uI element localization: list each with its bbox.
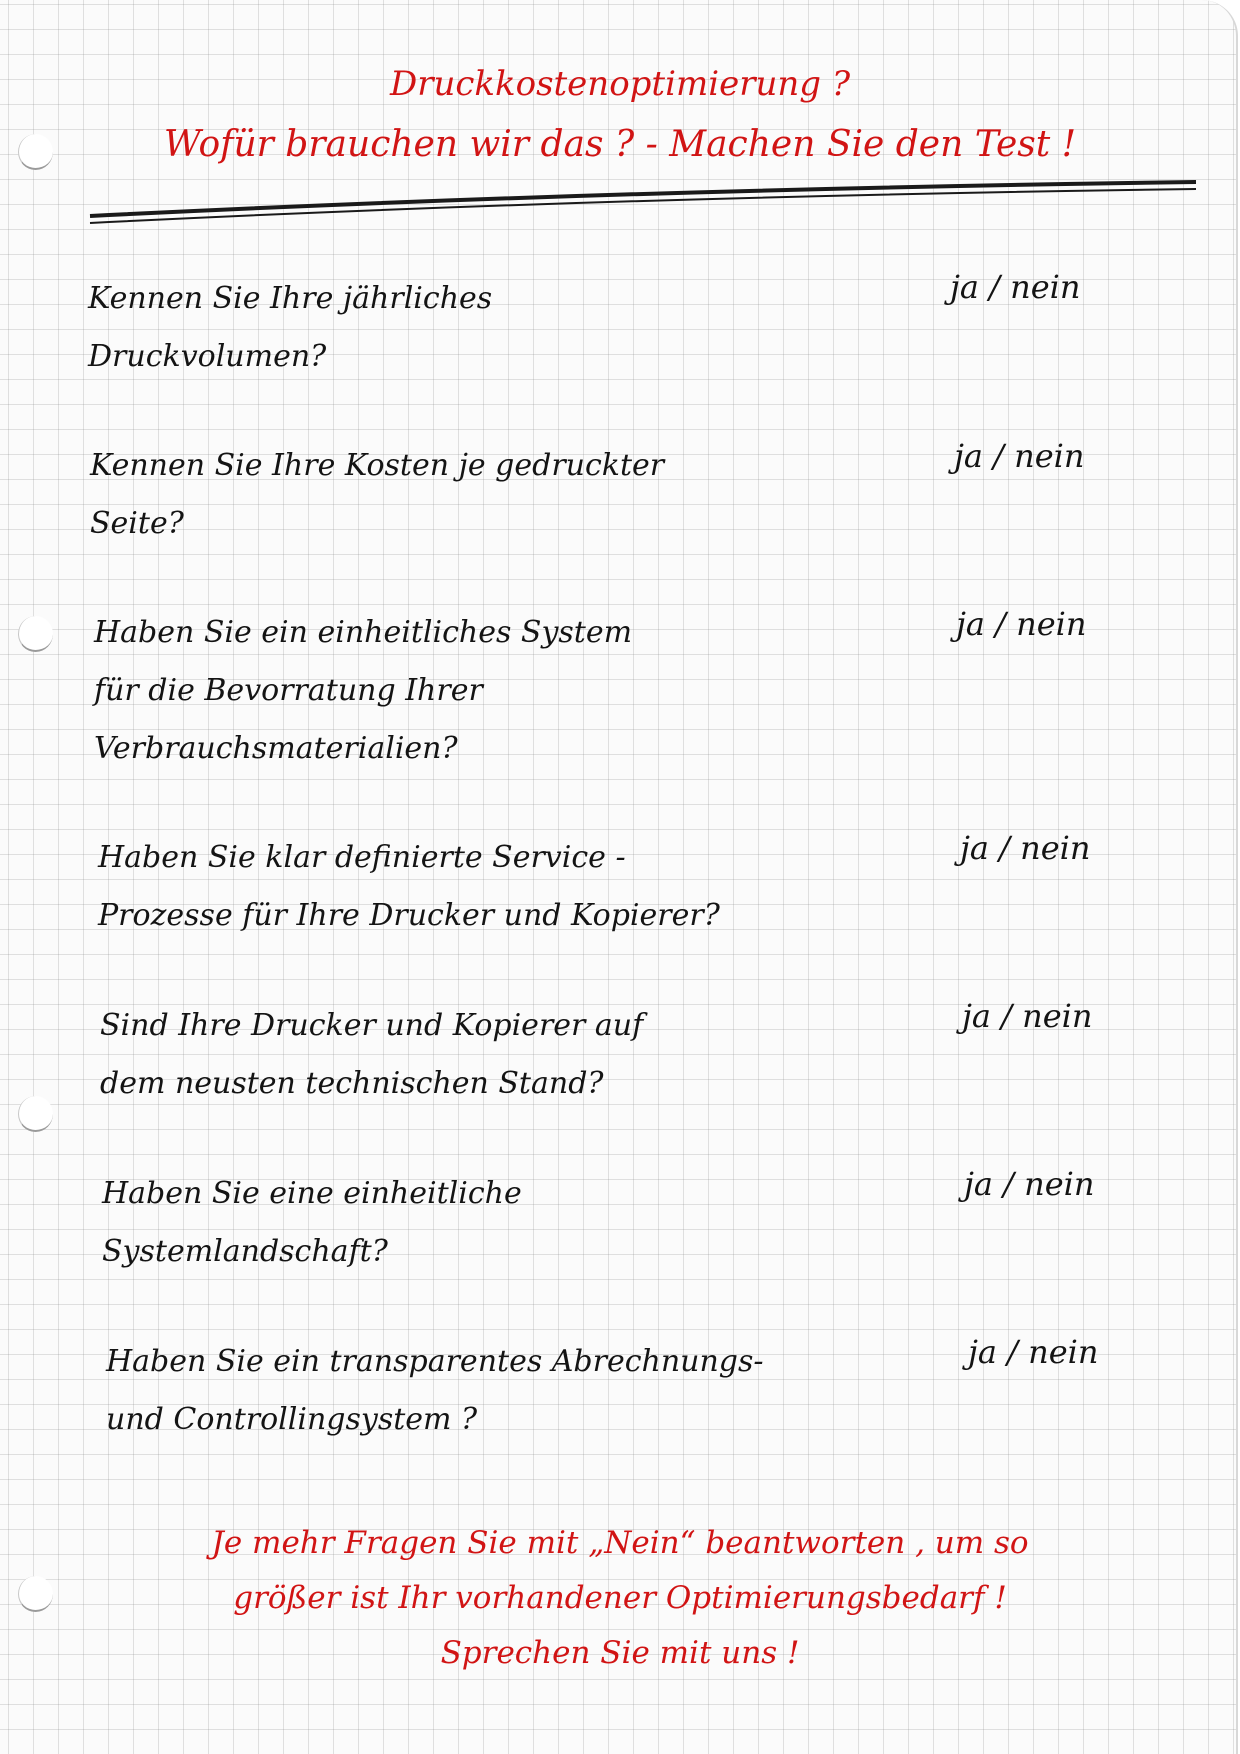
answer-choice-5: ja / nein: [962, 997, 1093, 1035]
question-text-line: dem neusten technischen Stand?: [100, 1066, 604, 1101]
footer-line-1: Je mehr Fragen Sie mit „Nein“ beantworten , um so: [211, 1525, 1029, 1561]
footer-call-to-action: Sprechen Sie mit uns !: [440, 1635, 800, 1671]
question-text-line: Druckvolumen?: [88, 339, 327, 374]
question-text-line: und Controllingsystem ?: [106, 1402, 478, 1437]
question-text-line: für die Bevorratung Ihrer: [94, 673, 483, 708]
question-text-line: Prozesse für Ihre Drucker und Kopierer?: [98, 898, 720, 933]
question-text-line: Haben Sie klar definierte Service -: [98, 840, 626, 875]
question-text-line: Kennen Sie Ihre Kosten je gedruckter: [90, 448, 665, 483]
question-text-line: Kennen Sie Ihre jährliches: [88, 281, 493, 316]
answer-choice-4: ja / nein: [960, 829, 1091, 867]
footer-line-2: größer ist Ihr vorhandener Optimierungsbedarf !: [233, 1580, 1007, 1616]
question-text-line: Sind Ihre Drucker und Kopierer auf: [100, 1008, 644, 1043]
answer-choice-6: ja / nein: [964, 1165, 1095, 1203]
question-3: [94, 604, 632, 778]
question-2: [90, 437, 664, 553]
punch-hole: [18, 1096, 53, 1132]
question-7: [106, 1333, 764, 1449]
answer-choice-3: ja / nein: [956, 605, 1087, 643]
question-text-line: Systemlandschaft?: [102, 1234, 388, 1269]
question-6: [102, 1165, 522, 1281]
question-text-line: Haben Sie eine einheitliche: [102, 1176, 522, 1211]
question-text-line: Verbrauchsmaterialien?: [94, 731, 458, 766]
title-divider: [88, 176, 1198, 226]
answer-choice-2: ja / nein: [954, 437, 1085, 475]
question-5: [100, 997, 643, 1113]
question-text-line: Haben Sie ein transparentes Abrechnungs-: [106, 1344, 764, 1379]
page-title: Druckkostenoptimierung ?: [389, 64, 851, 104]
punch-hole: [18, 616, 53, 652]
question-text-line: Seite?: [90, 506, 184, 541]
page-subtitle: Wofür brauchen wir das ? - Machen Sie den Test !: [163, 124, 1077, 165]
answer-choice-1: ja / nein: [950, 268, 1081, 306]
question-1: [88, 270, 492, 386]
answer-choice-7: ja / nein: [968, 1333, 1099, 1371]
question-text-line: Haben Sie ein einheitliches System: [94, 615, 633, 650]
question-4: [98, 829, 720, 945]
